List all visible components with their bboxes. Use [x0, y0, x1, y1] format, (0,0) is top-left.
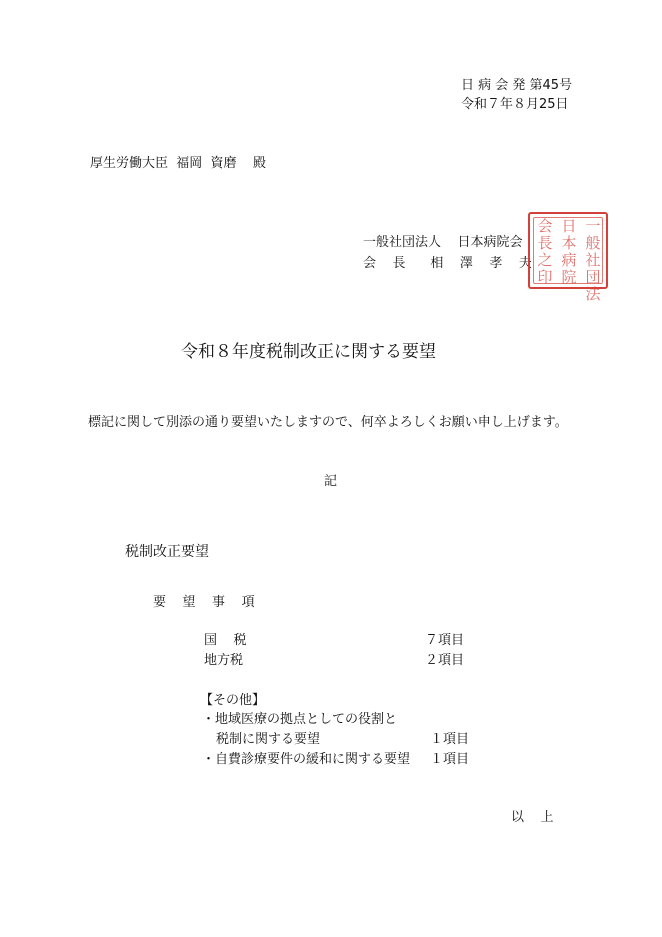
document-date: 令和７年８月25日: [461, 97, 569, 112]
sender-organization: 一般社団法人 日本病院会: [363, 235, 523, 250]
ki-marker: 記: [324, 474, 338, 489]
other-item1-count: １項目: [430, 732, 470, 747]
item-count-national-tax: ７項目: [425, 633, 465, 648]
other-item1-line2: 税制に関する要望: [216, 732, 321, 747]
sender-president: 会 長 相 澤 孝 夫: [363, 256, 532, 271]
item-count-local-tax: ２項目: [425, 653, 465, 668]
item-label-local-tax: 地方税: [204, 653, 244, 668]
sub-heading: 要 望 事 項: [153, 595, 255, 610]
official-seal: 一般社団法 日本病院 会長之印: [528, 212, 608, 289]
other-heading: 【その他】: [200, 693, 266, 708]
closing: 以 上: [511, 810, 554, 825]
other-item2-label: ・自費診療要件の緩和に関する要望: [202, 752, 411, 767]
section-heading: 税制改正要望: [125, 544, 209, 560]
page-title: 令和８年度税制改正に関する要望: [181, 342, 436, 362]
intro-text: 標記に関して別添の通り要望いたしますので、何卒よろしくお願い申し上げます。: [88, 415, 568, 430]
other-item2-count: １項目: [430, 752, 470, 767]
item-label-national-tax: 国 税: [204, 633, 247, 648]
document-number: 日 病 会 発 第45号: [461, 78, 573, 93]
recipient: 厚生労働大臣 福岡 資磨 殿: [90, 156, 267, 171]
other-item1-line1: ・地域医療の拠点としての役割と: [202, 712, 398, 727]
